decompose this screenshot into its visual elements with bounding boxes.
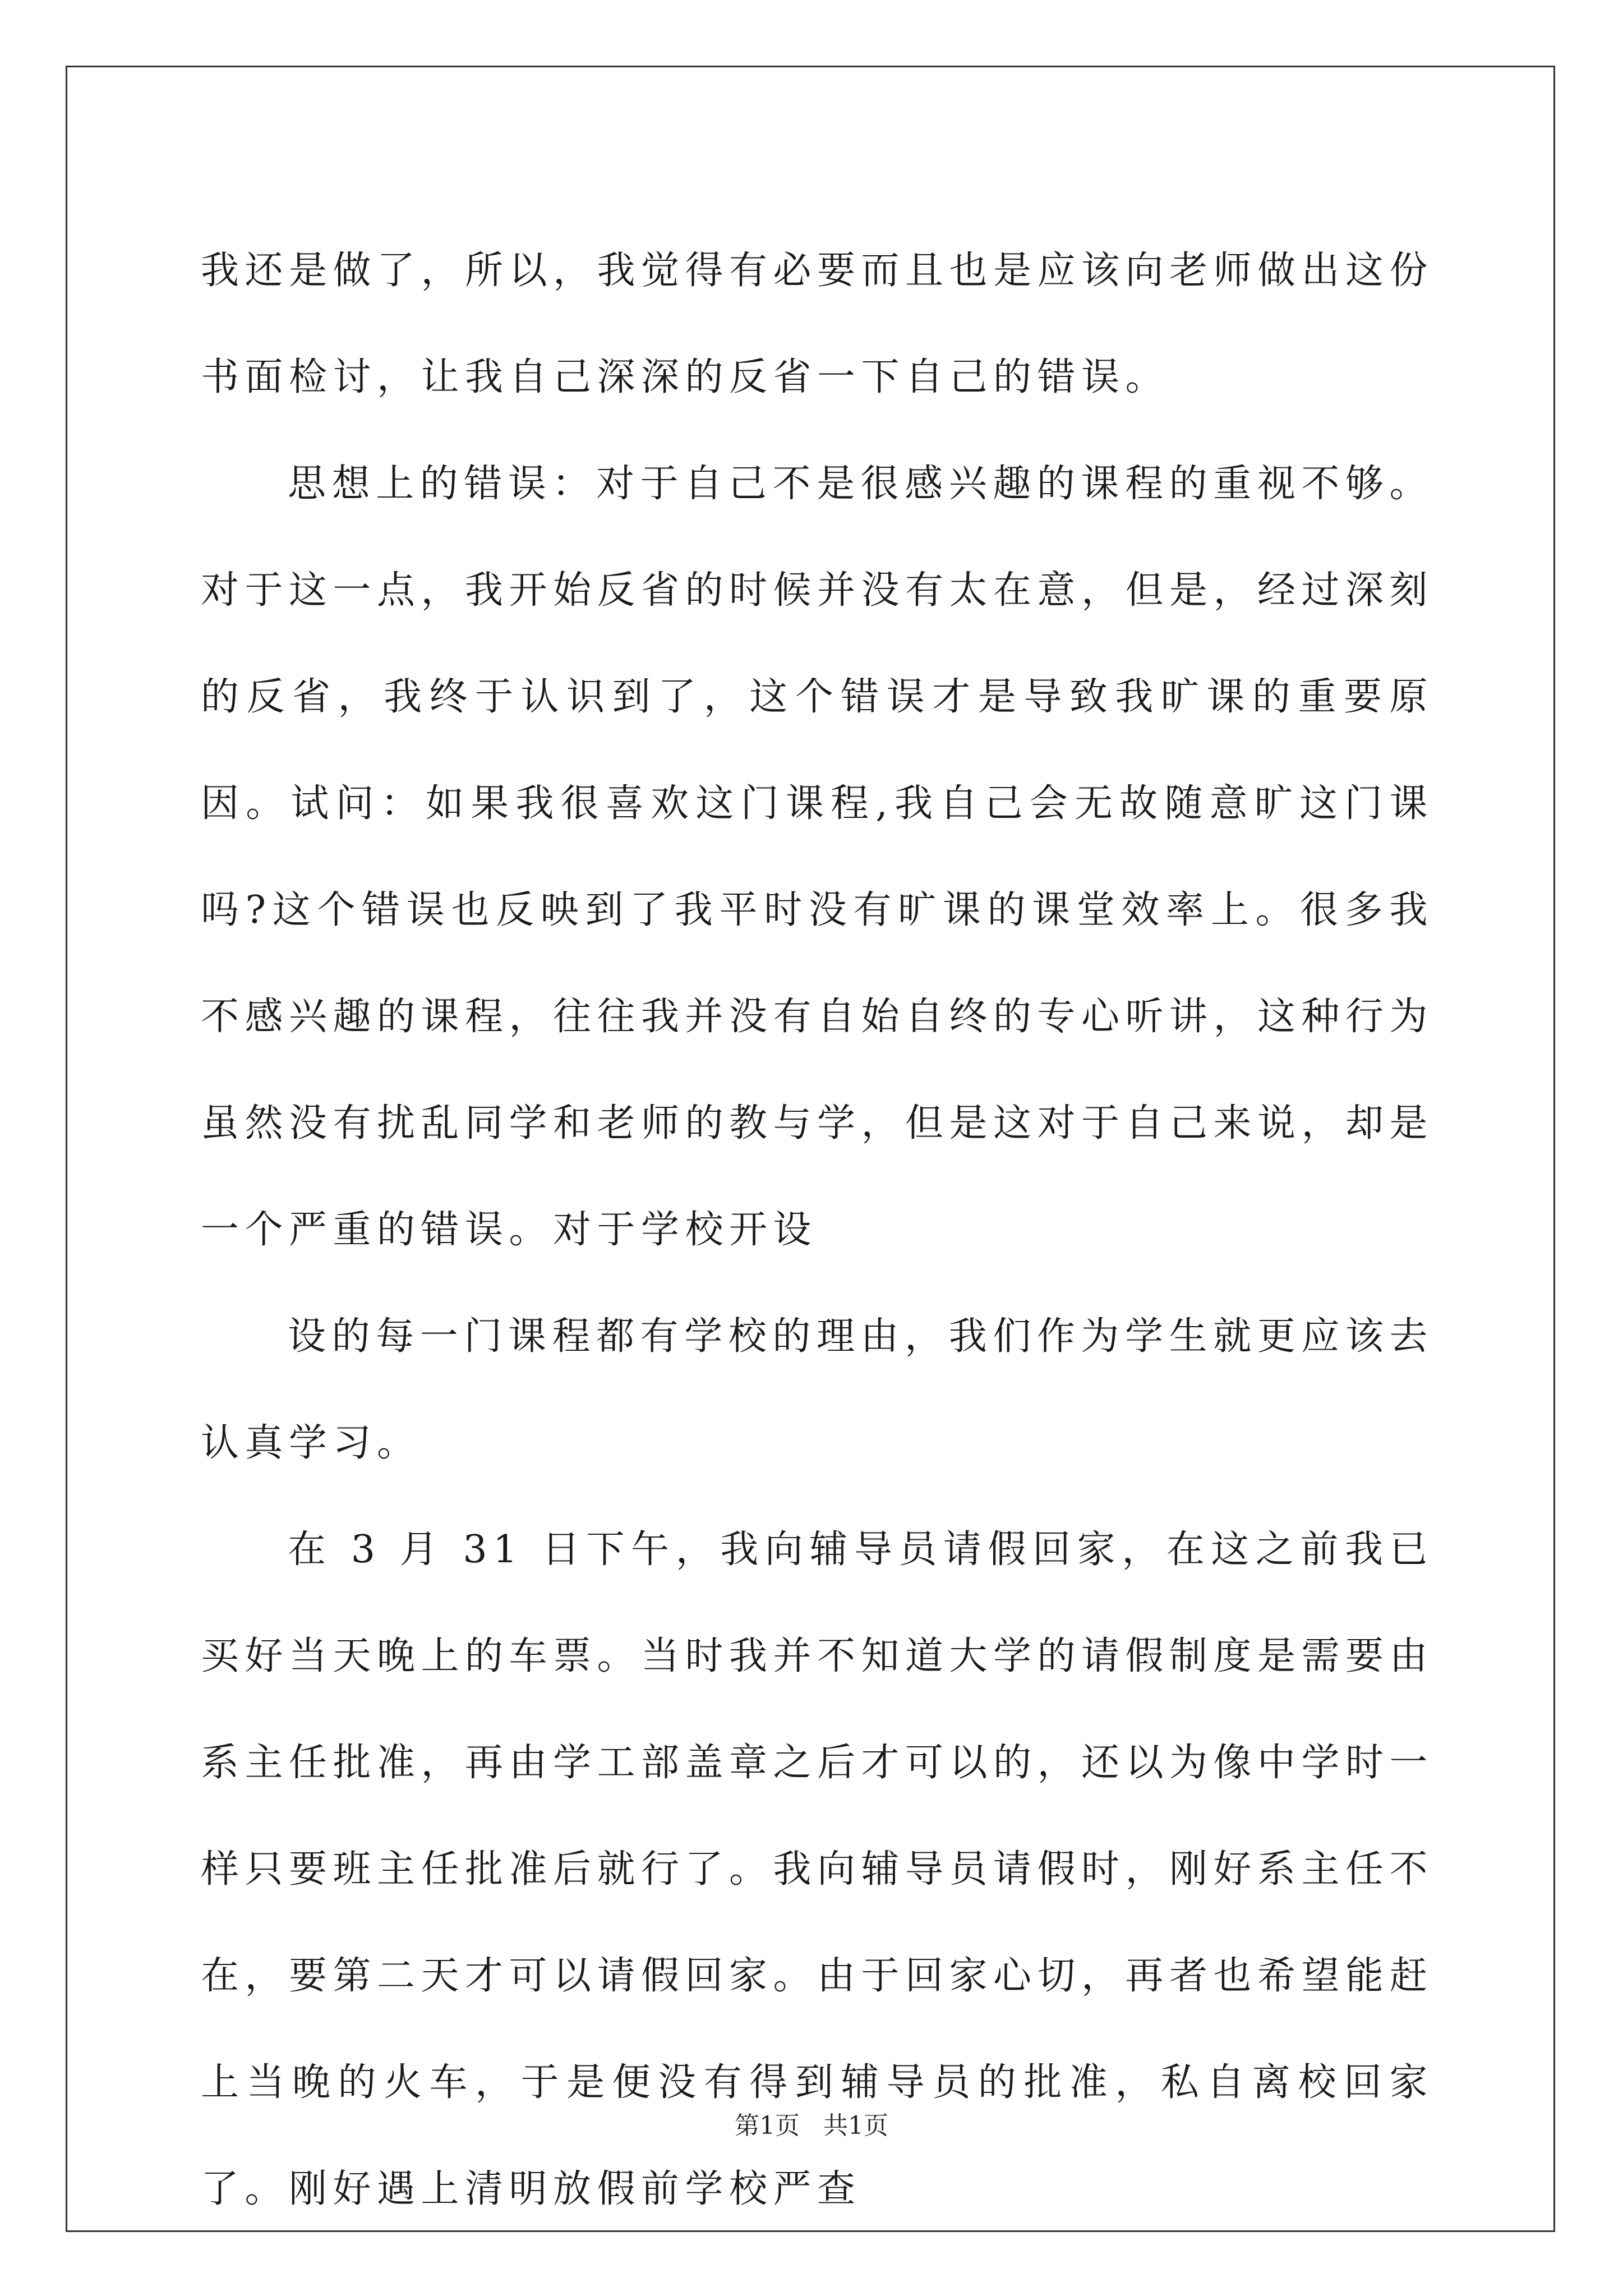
document-body	[201, 218, 1433, 2243]
paragraph: 我还是做了，所以，我觉得有必要而且也是应该向老师做出这份书面检讨，让我自己深深的反省一下自己的错误。	[201, 249, 1434, 399]
page-number: 第1页	[735, 2111, 800, 2140]
paragraph: 在 3 月 31 日下午，我向辅导员请假回家，在这之前我已买好当天晚上的车票。当时我并不知道大学的请假制度是需要由系主任批准，再由学工部盖章之后才可以的，还以为像中学时一样只要班主任批准后就行了。我向辅导员请假时，刚好系主任不在，要第二天才可以请假回家。由于回家心切，再者也希望能赶上当晚的火车，于是便没有得到辅导员的批准，私自离校回家了。刚好遇上清明放假前学校严查	[201, 1527, 1434, 2211]
page-total: 共1页	[823, 2111, 888, 2140]
paragraph: 思想上的错误：对于自己不是很感兴趣的课程的重视不够。对于这一点，我开始反省的时候并没有太在意，但是，经过深刻的反省，我终于认识到了，这个错误才是导致我旷课的重要原因。试问：如果我很喜欢这门课程,我自己会无故随意旷这门课吗?这个错误也反映到了我平时没有旷课的课堂效率上。很多我不感兴趣的课程，往往我并没有自始自终的专心听讲，这种行为虽然没有扰乱同学和老师的教与学，但是这对于自己来说，却是一个严重的错误。对于学校开设	[201, 462, 1434, 1252]
paragraph: 设的每一门课程都有学校的理由，我们作为学生就更应该去认真学习。	[201, 1314, 1433, 1465]
page-footer	[0, 2109, 1623, 2143]
